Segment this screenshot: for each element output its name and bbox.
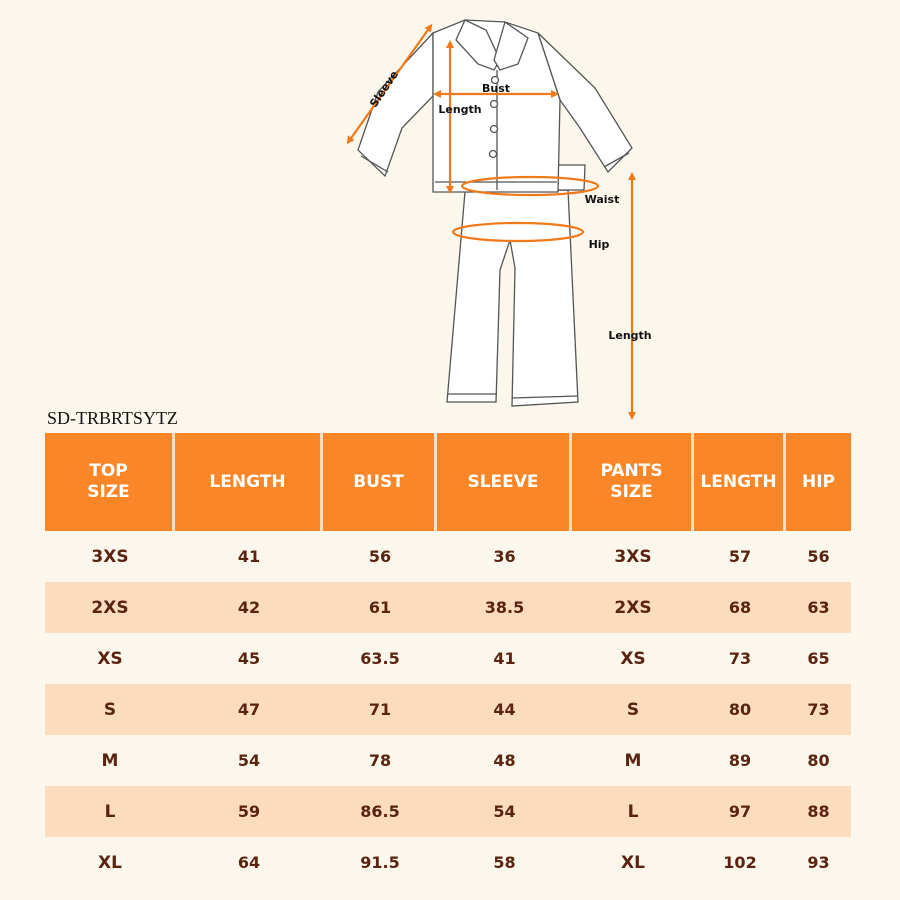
top-size-cell: 2XS xyxy=(45,582,175,633)
pants-length-cell: 97 xyxy=(694,786,786,837)
top-length-cell: 64 xyxy=(237,853,261,872)
hip-cell: 73 xyxy=(786,684,851,735)
header-sleeve: SLEEVE xyxy=(437,433,572,531)
pants-size-cell: M xyxy=(624,750,642,771)
top-length-cell: 54 xyxy=(237,751,261,770)
sleeve-cell: 48 xyxy=(493,751,516,770)
hip-cell: 93 xyxy=(807,853,830,872)
pants-length-cell: 89 xyxy=(728,751,752,770)
table-row xyxy=(45,735,851,786)
table-row xyxy=(45,786,851,837)
hip-cell: 56 xyxy=(807,547,830,566)
top-length-cell: 42 xyxy=(175,582,323,633)
top-size-cell: M xyxy=(101,750,119,771)
sleeve-cell: 44 xyxy=(437,684,572,735)
size-chart-table xyxy=(45,433,851,888)
product-code: SD-TRBRTSYTZ xyxy=(47,408,178,428)
pajama-measurement-diagram xyxy=(0,0,900,430)
hip-cell: 65 xyxy=(807,649,830,668)
bust-cell: 91.5 xyxy=(360,853,400,872)
header-top-size: TOP SIZE xyxy=(45,433,175,531)
bust-cell: 71 xyxy=(323,684,437,735)
top-size-cell: S xyxy=(45,684,175,735)
bust-cell: 63.5 xyxy=(360,649,400,668)
bust-cell: 56 xyxy=(368,547,392,566)
pants-size-cell: XL xyxy=(621,852,645,873)
pants-size-cell: 3XS xyxy=(614,546,652,567)
top-size-cell: L xyxy=(45,786,175,837)
pants-length-cell: 102 xyxy=(723,853,757,872)
header-pants-size: PANTS SIZE xyxy=(572,433,694,531)
top-length-cell: 45 xyxy=(237,649,261,668)
sleeve-cell: 36 xyxy=(493,547,516,566)
top-length-cell: 47 xyxy=(175,684,323,735)
pants-length-measure-label: Length xyxy=(608,329,652,342)
table-row xyxy=(45,684,851,735)
bust-cell: 61 xyxy=(323,582,437,633)
top-length-cell: 59 xyxy=(175,786,323,837)
pants-length-cell: 68 xyxy=(694,582,786,633)
table-row xyxy=(45,633,851,684)
table-row xyxy=(45,837,851,888)
pants-size-cell: S xyxy=(572,684,694,735)
pants-length-cell: 80 xyxy=(694,684,786,735)
sleeve-measure-label: Sleeve xyxy=(367,68,402,110)
size-chart-header-row xyxy=(45,433,851,531)
sleeve-cell: 41 xyxy=(493,649,516,668)
bust-measure-label: Bust xyxy=(481,82,511,95)
header-top-length: LENGTH xyxy=(175,433,323,531)
top-length-cell: 41 xyxy=(237,547,261,566)
header-pants-length: LENGTH xyxy=(694,433,786,531)
sleeve-cell: 38.5 xyxy=(437,582,572,633)
top-size-cell: XS xyxy=(97,648,123,669)
table-row xyxy=(45,531,851,582)
pants-length-cell: 57 xyxy=(728,547,752,566)
pants-size-cell: L xyxy=(572,786,694,837)
header-bust: BUST xyxy=(323,433,437,531)
waist-measure-label: Waist xyxy=(584,193,620,206)
top-size-cell: 3XS xyxy=(91,546,129,567)
hip-measure-label: Hip xyxy=(588,238,610,251)
pants-size-cell: XS xyxy=(620,648,646,669)
header-hip: HIP xyxy=(786,433,851,531)
bust-cell: 86.5 xyxy=(323,786,437,837)
table-row xyxy=(45,582,851,633)
pants-size-cell: 2XS xyxy=(572,582,694,633)
bust-cell: 78 xyxy=(368,751,392,770)
top-size-cell: XL xyxy=(98,852,122,873)
hip-cell: 80 xyxy=(807,751,830,770)
top-length-measure-label: Length xyxy=(438,103,482,116)
pants-length-cell: 73 xyxy=(728,649,752,668)
hip-cell: 63 xyxy=(786,582,851,633)
sleeve-cell: 54 xyxy=(437,786,572,837)
hip-cell: 88 xyxy=(786,786,851,837)
sleeve-cell: 58 xyxy=(493,853,516,872)
